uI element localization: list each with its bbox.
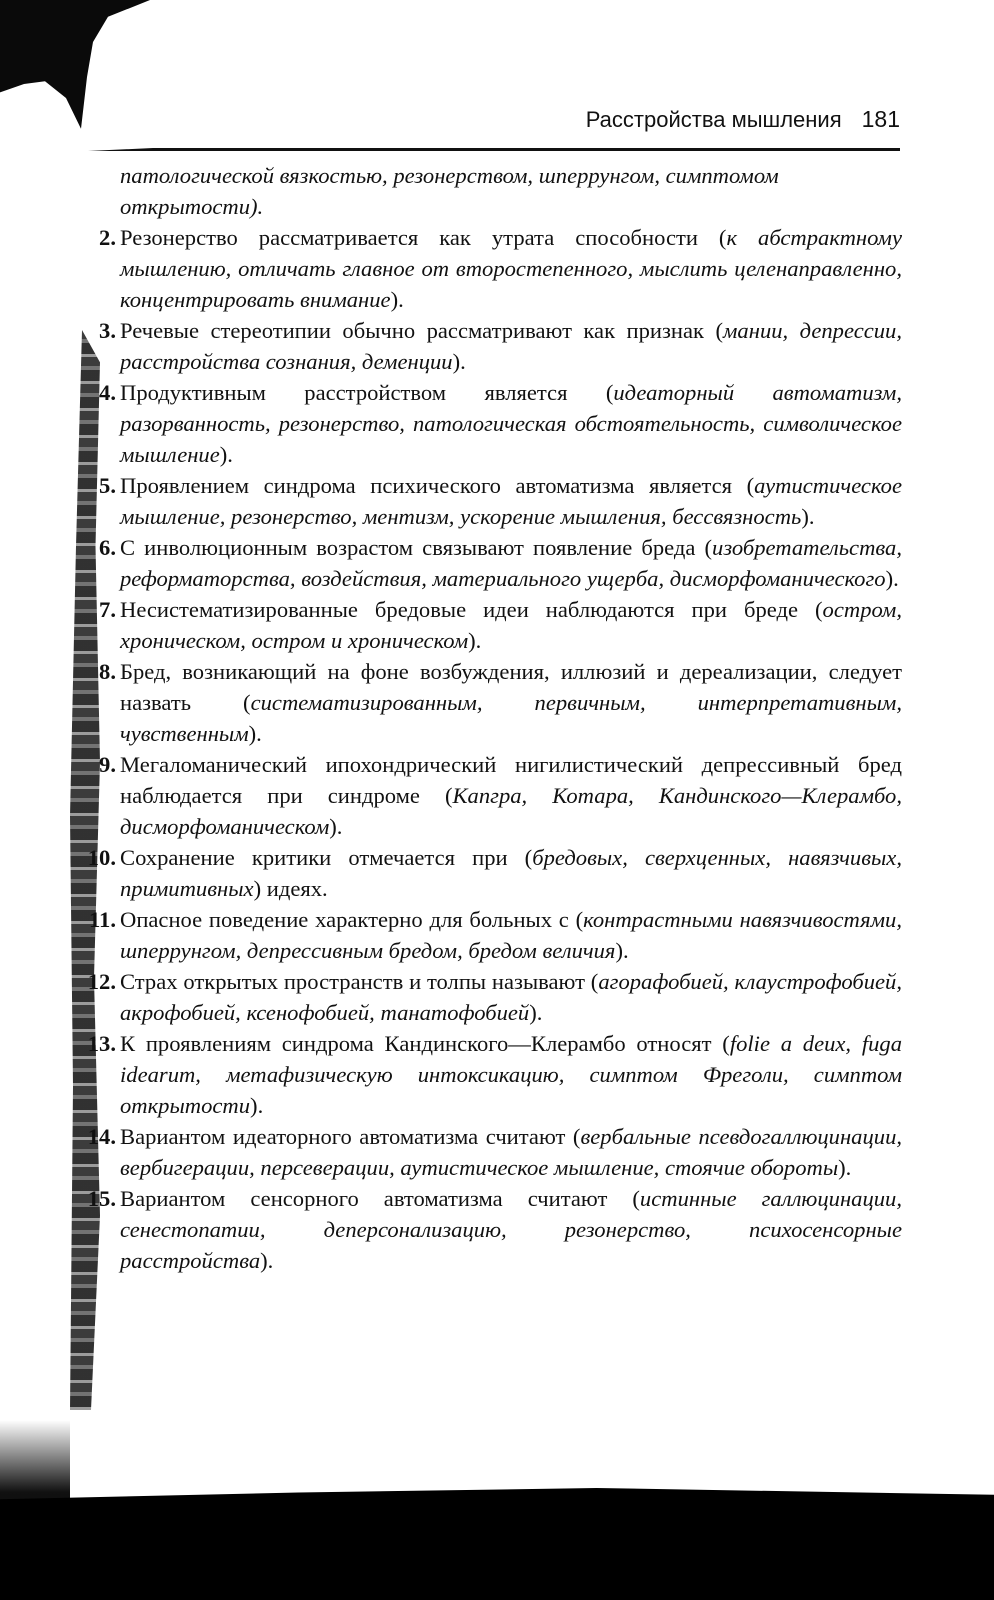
question-options: агорафобией, клаустрофобией, акрофобией, ксенофобией, танатофобией [120,969,903,1025]
question-stem: К проявлениям синдрома Кандинского—Клерамбо относят ( [120,1031,730,1056]
question-number: 4. [99,380,116,405]
question-stem: Вариантом сенсорного автоматизма считают ( [120,1186,640,1211]
question-tail: ). [468,628,482,653]
question-stem: Проявлением синдрома психического автоматизма является ( [120,473,755,498]
question-number: 10. [87,845,116,870]
question-stem: Страх открытых пространств и толпы называют ( [120,969,599,994]
question-item [80,842,902,904]
question-tail: ). [250,1093,264,1118]
question-tail: ). [219,442,233,467]
question-item [80,470,902,532]
question-stem: Бред, возникающий на фоне возбуждения, иллюзий и дереализации, следует назвать ( [120,659,902,715]
question-stem: Вариантом идеаторного автоматизма считают ( [120,1124,581,1149]
page-number: 181 [861,106,900,132]
question-tail: ). [529,1000,543,1025]
running-head [470,106,900,142]
question-tail: ) идеях. [253,876,328,901]
question-item [80,749,902,842]
question-list [80,160,902,1276]
question-stem: С инволюционным возрастом связывают появление бреда ( [120,535,713,560]
question-item [80,1028,902,1121]
question-options: идеаторный автоматизм, разорванность, резонерство, патологическая обстоятельность, символическое мышление [120,380,902,467]
question-options: бредовых, сверхценных, навязчивых, примитивных [120,845,902,901]
question-options: аутистическое мышление, резонерство, ментизм, ускорение мышления, бессвязность [120,473,902,529]
question-stem: Резонерство рассматривается как утрата способности ( [120,225,727,250]
question-stem: Опасное поведение характерно для больных с ( [120,907,584,932]
question-item [80,222,902,315]
running-head-title: Расстройства мышления [585,107,842,132]
question-number: 8. [99,659,116,684]
question-tail: ). [801,504,815,529]
scan-artifact-corner [0,0,150,140]
question-tail: ). [615,938,629,963]
question-options: систематизированным, первичным, интерпретативным, чувственным [120,690,902,746]
question-number: 14. [87,1124,116,1149]
question-options: истинные галлюцинации, сенестопатии, деперсонализацию, резонерство, психосенсорные расстройства [120,1186,903,1273]
question-options: folie a deux, fuga idearum, метафизическую интоксикацию, симптом Фреголи, симптом открытости [120,1031,902,1118]
question-number: 3. [99,318,116,343]
question-options: Капгра, Котара, Кандинского—Клерамбо, дисморфоманическом [120,783,903,839]
question-item [80,904,902,966]
question-number: 2. [99,225,116,250]
question-item [80,1121,902,1183]
question-stem: Мегаломанический ипохондрический нигилистический депрессивный бред наблюдается при синдроме ( [120,752,902,808]
question-options: к абстрактному мышлению, отличать главное от второстепенного, мыслить целенаправленно, концентрировать внимание [120,225,902,312]
question-tail: ). [885,566,899,591]
question-options: мании, депрессии, расстройства сознания, деменции [120,318,902,374]
question-stem: Сохранение критики отмечается при ( [120,845,533,870]
question-options: остром, хроническом, остром и хроническом [120,597,902,653]
question-number: 13. [87,1031,116,1056]
question-options: изобретательства, реформаторства, воздействия, материального ущерба, дисморфоманического [120,535,902,591]
header-rule [88,148,900,151]
question-item [80,1183,902,1276]
question-number: 7. [99,597,116,622]
question-number: 6. [99,535,116,560]
question-item [80,594,902,656]
question-item [80,656,902,749]
question-tail: ). [452,349,466,374]
question-number: 12. [87,969,116,994]
question-number: 5. [99,473,116,498]
question-tail: ). [838,1155,852,1180]
question-tail: ). [260,1248,274,1273]
question-tail: ). [248,721,262,746]
question-stem: Несистематизированные бредовые идеи наблюдаются при бреде ( [120,597,823,622]
question-options: вербальные псевдогаллюцинации, вербигерации, персеверации, аутистическое мышление, стоячие обороты [120,1124,903,1180]
question-number: 11. [89,907,116,932]
question-item [80,377,902,470]
question-tail: ). [390,287,404,312]
question-item [80,532,902,594]
continuation-text: патологической вязкостью, резонерством, шперрунгом, симптомом открытости). [120,163,779,219]
scan-artifact-bottom [0,1488,994,1600]
question-stem: Речевые стереотипии обычно рассматривают как признак ( [120,318,724,343]
question-stem: Продуктивным расстройством является ( [120,380,614,405]
question-number: 15. [87,1186,116,1211]
question-number: 9. [99,752,116,777]
question-item [80,966,902,1028]
question-tail: ). [329,814,343,839]
question-item [80,315,902,377]
question-options: контрастными навязчивостями, шперрунгом, депрессивным бредом, бредом величия [120,907,902,963]
